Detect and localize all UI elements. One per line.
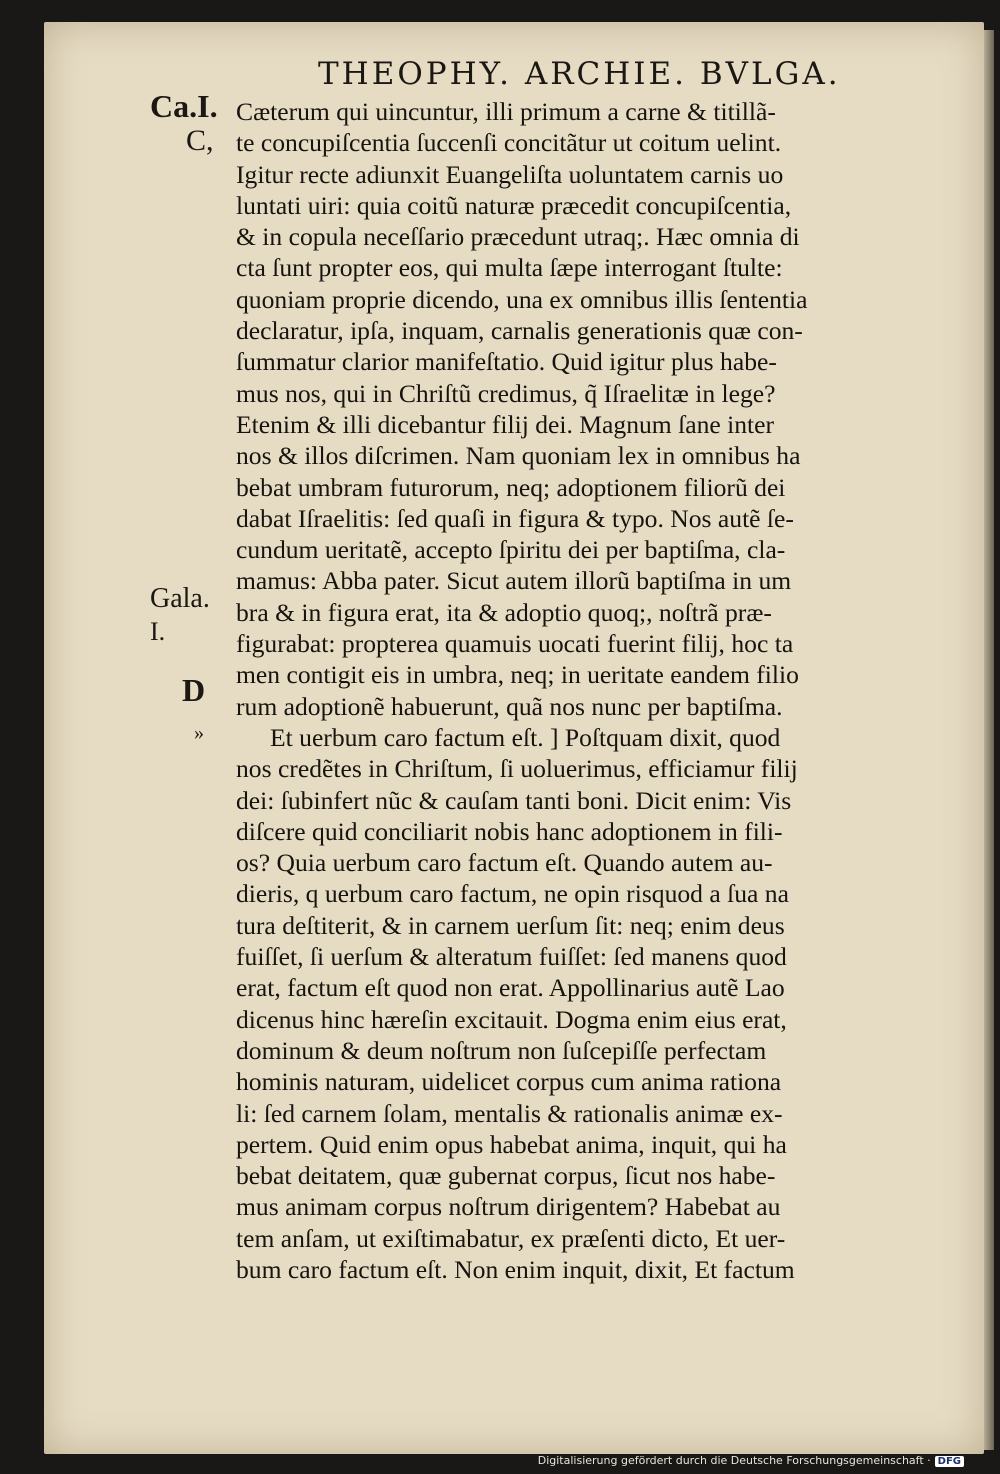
- text-line: tem anſam, ut exiſtimabatur, ex præſenti dicto, Et uer-: [236, 1223, 786, 1253]
- text-line: bra & in figura erat, ita & adoptio quoq;, noſtrã præ-: [236, 597, 772, 627]
- text-line: pertem. Quid enim opus habebat anima, inquit, qui ha: [236, 1129, 787, 1159]
- text-line: bum caro factum eſt. Non enim inquit, dixit, Et factum: [236, 1254, 795, 1284]
- digitization-footer: [538, 1454, 964, 1467]
- text-line: dabat Iſraelitis: ſed quaſi in figura & typo. Nos autẽ ſe-: [236, 503, 794, 533]
- text-line: nos credẽtes in Chriſtum, ſi uoluerimus, efficiamur filij: [236, 754, 798, 784]
- text-line: cta ſunt propter eos, qui multa ſæpe interrogant ſtulte:: [236, 253, 783, 283]
- text-line: dei: ſubinfert nũc & cauſam tanti boni. Dicit enim: Vis: [236, 785, 792, 815]
- text-line: dominum & deum noſtrum non ſuſcepiſſe perfectam: [236, 1035, 767, 1065]
- text-line: mus nos, qui in Chriſtũ credimus, q̃ Iſraelitæ in lege?: [236, 378, 776, 408]
- text-line: luntati uiri: quia coitũ naturæ præcedit concupiſcentia,: [236, 190, 792, 220]
- text-line: mamus: Abba pater. Sicut autem illorũ baptiſma in um: [236, 566, 792, 596]
- text-line: bebat deitatem, quæ gubernat corpus, ſicut nos habe-: [236, 1161, 776, 1191]
- text-line: Igitur recte adiunxit Euangeliſta uoluntatem carnis uo: [236, 159, 784, 189]
- margin-quote-mark: »: [194, 722, 204, 744]
- text-line: diſcere quid conciliarit nobis hanc adoptionem in fili-: [236, 816, 783, 846]
- body-text: [236, 96, 930, 1285]
- margin-note-galatians-chapter: I.: [150, 617, 166, 646]
- text-line: erat, factum eſt quod non erat. Appollinarius autẽ Lao: [236, 973, 785, 1003]
- text-line: dicenus hinc hæreſin excitauit. Dogma enim eius erat,: [236, 1004, 787, 1034]
- text-line: nos & illos diſcrimen. Nam quoniam lex in omnibus ha: [236, 441, 801, 471]
- text-line: quoniam proprie dicendo, una ex omnibus illis ſententia: [236, 284, 808, 314]
- text-line: figurabat: propterea quamuis uocati fuerint filij, hoc ta: [236, 629, 794, 659]
- text-line: rum adoptionẽ habuerunt, quã nos nunc per baptiſma.: [236, 691, 783, 721]
- text-line: li: ſed carnem ſolam, mentalis & rationalis animæ ex-: [236, 1098, 783, 1128]
- text-line: ſummatur clarior manifeſtatio. Quid igitur plus habe-: [236, 347, 777, 377]
- margin-note-galatians: Gala.: [150, 583, 210, 614]
- text-line: men contigit eis in umbra, neq; in ueritate eandem filio: [236, 660, 799, 690]
- text-line: fuiſſet, ſi uerſum & alteratum fuiſſet: ſed manens quod: [236, 942, 787, 972]
- text-line: tura deſtiterit, & in carnem uerſum ſit: neq; enim deus: [236, 910, 785, 940]
- text-line: te concupiſcentia ſuccenſi concitãtur ut coitum uelint.: [236, 128, 782, 158]
- text-line: os? Quia uerbum caro factum eſt. Quando autem au-: [236, 848, 773, 878]
- text-line: declaratur, ipſa, inquam, carnalis generationis quæ con-: [236, 316, 803, 346]
- text-line: dieris, q uerbum caro factum, ne opin risquod a ſua na: [236, 879, 789, 909]
- text-line: Etenim & illi dicebantur filij dei. Magnum ſane inter: [236, 409, 775, 439]
- text-line: bebat umbram futurorum, neq; adoptionem filiorũ dei: [236, 472, 786, 502]
- dfg-logo: DFG: [935, 1456, 964, 1467]
- footer-text: Digitalisierung gefördert durch die Deutsche Forschungsgemeinschaft ·: [537, 1454, 931, 1467]
- margin-note-section-d: D: [182, 672, 206, 708]
- text-line: Cæterum qui uincuntur, illi primum a carne & titillã-: [236, 97, 776, 126]
- text-line: cundum ueritatẽ, accepto ſpiritu dei per baptiſma, cla-: [236, 535, 786, 565]
- running-head: THEOPHY. ARCHIE. BVLGA.: [318, 56, 841, 92]
- text-line: & in copula neceſſario præcedunt utraq;. Hæc omnia di: [236, 222, 800, 252]
- page-edge: [984, 30, 994, 1450]
- text-line: mus animam corpus noſtrum dirigentem? Habebat au: [236, 1192, 781, 1222]
- text-line: hominis naturam, uidelicet corpus cum anima rationa: [236, 1067, 782, 1097]
- text-line-paragraph-start: Et uerbum caro factum eſt. ] Poſtquam dixit, quod: [270, 722, 781, 752]
- margin-note-section-c: C,: [186, 124, 214, 157]
- margin-note-chapter: Ca.I.: [150, 88, 218, 124]
